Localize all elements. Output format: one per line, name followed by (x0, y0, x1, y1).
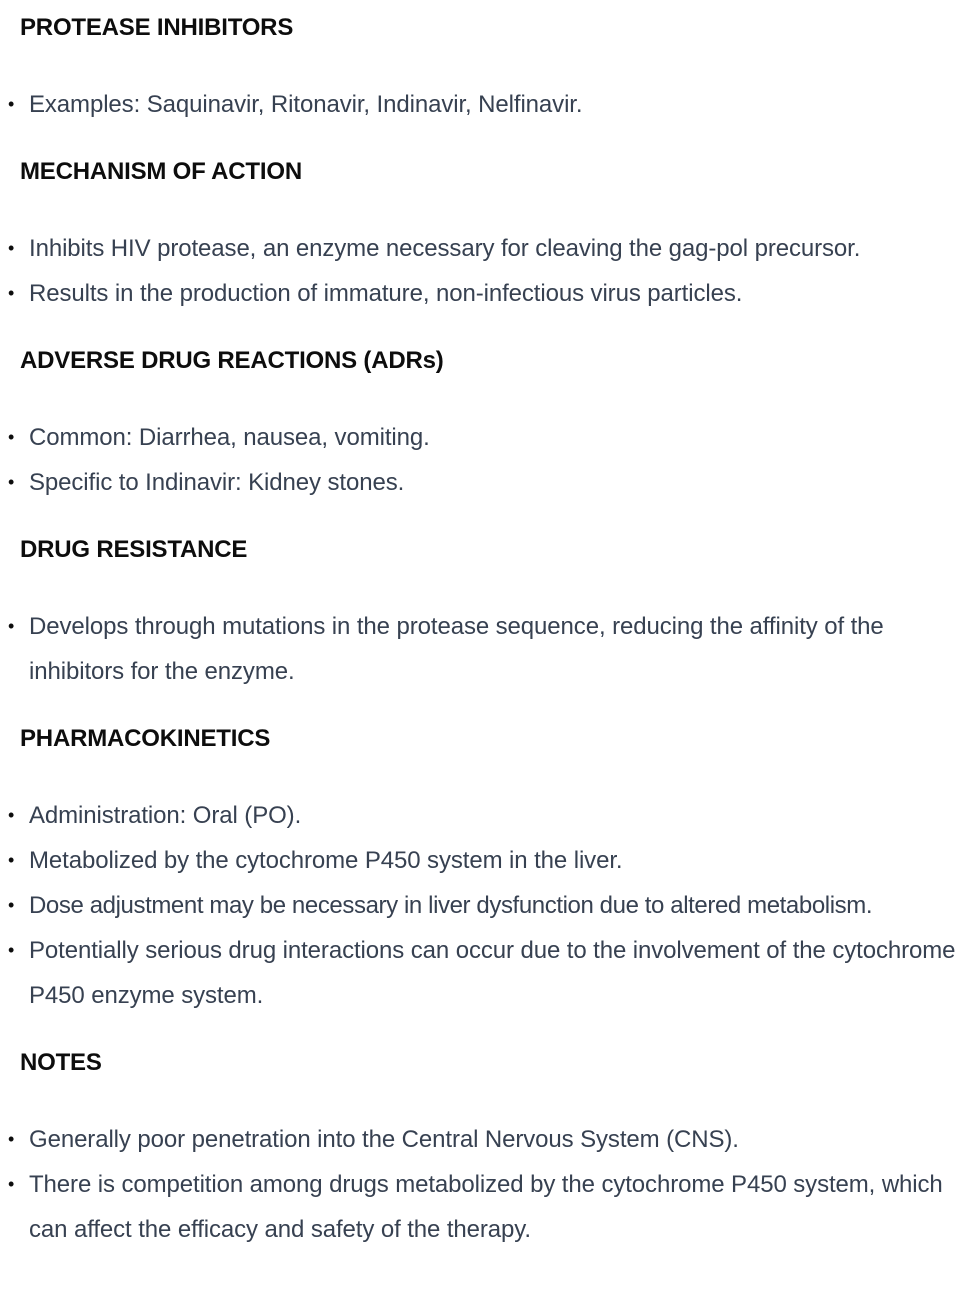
section-protease-inhibitors (0, 0, 980, 127)
list-item (0, 838, 980, 883)
list-item-text: Metabolized by the cytochrome P450 system in the liver. (29, 847, 623, 874)
section-title: PROTEASE INHIBITORS (20, 14, 294, 41)
list-item-text: Dose adjustment may be necessary in liver dysfunction due to altered metabolism. (29, 892, 873, 919)
bullet-icon: • (8, 472, 15, 492)
list-item (0, 415, 980, 460)
bullet-icon: • (8, 238, 15, 258)
bullet-icon: • (8, 850, 15, 870)
list-item (0, 1162, 980, 1252)
bullet-icon: • (8, 1129, 15, 1149)
section-notes (0, 1018, 980, 1252)
section-title: PHARMACOKINETICS (20, 725, 271, 752)
bullet-list (0, 82, 980, 127)
bullet-list (0, 604, 980, 694)
list-item-text: Administration: Oral (PO). (29, 802, 302, 829)
bullet-icon: • (8, 1174, 15, 1194)
bullet-icon: • (8, 616, 15, 636)
section-adverse-drug-reactions (0, 316, 980, 505)
list-item (0, 226, 980, 271)
bullet-list (0, 226, 980, 316)
bullet-icon: • (8, 94, 15, 114)
list-item-text: Specific to Indinavir: Kidney stones. (29, 469, 405, 496)
section-drug-resistance (0, 505, 980, 694)
list-item-text: Results in the production of immature, non-infectious virus particles. (29, 280, 743, 307)
bullet-icon: • (8, 283, 15, 303)
section-title: NOTES (20, 1049, 102, 1076)
list-item-text: Common: Diarrhea, nausea, vomiting. (29, 424, 430, 451)
list-item (0, 604, 980, 694)
list-item (0, 928, 980, 1018)
list-item-text: Inhibits HIV protease, an enzyme necessary for cleaving the gag-pol precursor. (29, 235, 861, 262)
section-title: ADVERSE DRUG REACTIONS (ADRs) (20, 347, 444, 374)
bullet-icon: • (8, 940, 15, 960)
section-pharmacokinetics (0, 694, 980, 1018)
list-item (0, 1117, 980, 1162)
section-title: MECHANISM OF ACTION (20, 158, 302, 185)
bullet-list (0, 1117, 980, 1252)
list-item-text: Generally poor penetration into the Central Nervous System (CNS). (29, 1126, 739, 1153)
bullet-list (0, 415, 980, 505)
bullet-icon: • (8, 427, 15, 447)
list-item (0, 883, 980, 928)
bullet-list (0, 793, 980, 1018)
bullet-icon: • (8, 805, 15, 825)
list-item-text: Potentially serious drug interactions can occur due to the involvement of the cytochrome P450 enzyme system. (29, 937, 956, 1009)
list-item (0, 271, 980, 316)
list-item (0, 82, 980, 127)
list-item-text: There is competition among drugs metabolized by the cytochrome P450 system, which can affect the efficacy and safety of the therapy. (29, 1171, 943, 1243)
list-item-text: Examples: Saquinavir, Ritonavir, Indinavir, Nelfinavir. (29, 91, 583, 118)
list-item (0, 460, 980, 505)
bullet-icon: • (8, 895, 14, 915)
list-item (0, 793, 980, 838)
section-title: DRUG RESISTANCE (20, 536, 248, 563)
list-item-text: Develops through mutations in the protease sequence, reducing the affinity of the inhibitors for the enzyme. (29, 613, 884, 685)
section-mechanism-of-action (0, 127, 980, 316)
